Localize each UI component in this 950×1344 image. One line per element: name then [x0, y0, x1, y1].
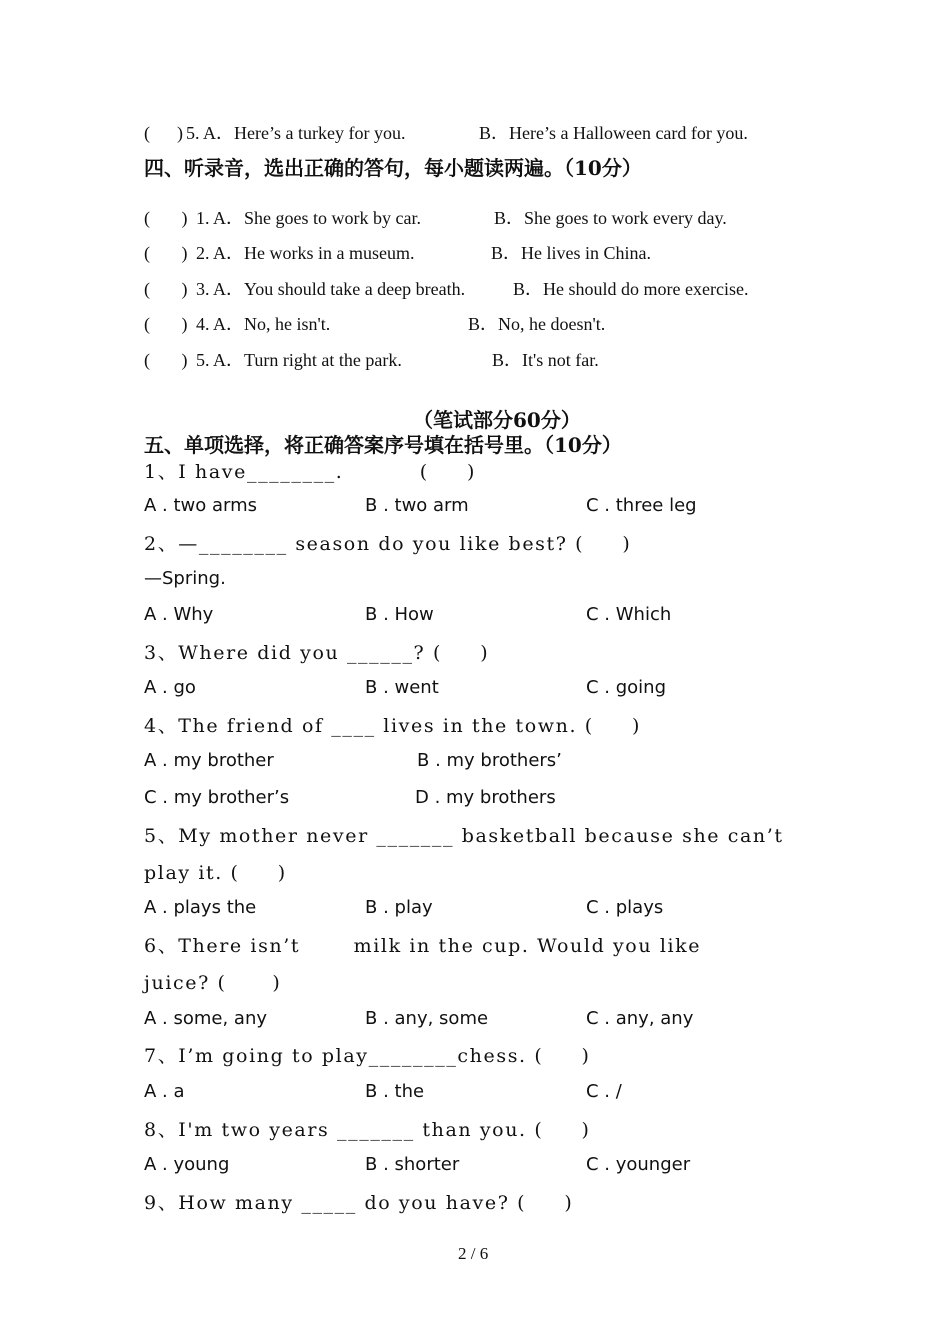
q3-option-b: B . went — [365, 677, 439, 698]
s4-q3-option-b: B．He should do more exercise. — [513, 279, 749, 299]
q7-stem: 7、I’m going to play________chess. ( ) — [144, 1045, 591, 1067]
q6-stem-cont: juice? ( ) — [144, 972, 282, 994]
q9-stem: 9、How many _____ do you have? ( ) — [144, 1192, 574, 1214]
q1-option-a: A . two arms — [144, 495, 258, 516]
q4-option-d: D . my brothers — [415, 787, 556, 808]
q7-option-a: A . a — [144, 1081, 185, 1102]
listen-q5-option-a: 5. A．Here’s a turkey for you. — [186, 123, 406, 143]
s4-q3-option-a: 3. A．You should take a deep breath. — [196, 279, 466, 299]
section4-title: 四、听录音，选出正确的答句，每小题读两遍。（10分） — [144, 156, 642, 180]
q1-stem: 1、I have________. ( ) — [144, 461, 477, 483]
q8-option-b: B . shorter — [365, 1154, 460, 1175]
s4-q1-option-a: 1. A．She goes to work by car. — [196, 208, 421, 228]
s4-q5-option-b: B．It's not far. — [492, 350, 599, 370]
q4-option-a: A . my brother — [144, 750, 274, 771]
q2-option-b: B . How — [365, 604, 434, 625]
s4-q5-option-a: 5. A．Turn right at the park. — [196, 350, 402, 370]
q7-option-c: C . / — [586, 1081, 622, 1102]
q8-stem: 8、I'm two years _______ than you. ( ) — [144, 1119, 591, 1141]
written-part-heading: （笔试部分60分） — [413, 408, 581, 432]
q1-option-c: C . three leg — [586, 495, 697, 516]
section5-title: 五、单项选择，将正确答案序号填在括号里。（10分） — [144, 433, 622, 457]
q5-option-a: A . plays the — [144, 897, 257, 918]
q7-option-b: B . the — [365, 1081, 425, 1102]
q5-option-c: C . plays — [586, 897, 664, 918]
listen-q5-option-b: B．Here’s a Halloween card for you. — [479, 123, 748, 143]
q6-stem: 6、There isn’t milk in the cup. Would you like — [144, 935, 702, 957]
q5-stem: 5、My mother never _______ basketball because she can’t — [144, 825, 784, 847]
s4-q2-paren: ( ) — [144, 243, 188, 263]
q5-stem-cont: play it. ( ) — [144, 862, 287, 884]
q6-option-a: A . some, any — [144, 1008, 268, 1029]
q4-option-c: C . my brother’s — [144, 787, 290, 808]
s4-q4-option-a: 4. A．No, he isn't. — [196, 314, 331, 334]
q2-option-a: A . Why — [144, 604, 214, 625]
q5-option-b: B . play — [365, 897, 433, 918]
q4-stem: 4、The friend of ____ lives in the town. ( ) — [144, 715, 642, 737]
s4-q4-option-b: B．No, he doesn't. — [468, 314, 606, 334]
q3-option-a: A . go — [144, 677, 196, 698]
s4-q2-option-a: 2. A．He works in a museum. — [196, 243, 415, 263]
q6-option-b: B . any, some — [365, 1008, 489, 1029]
s4-q3-paren: ( ) — [144, 279, 188, 299]
q8-option-c: C . younger — [586, 1154, 691, 1175]
s4-q5-paren: ( ) — [144, 350, 188, 370]
q2-option-c: C . Which — [586, 604, 672, 625]
q8-option-a: A . young — [144, 1154, 230, 1175]
q2-answer-line: —Spring. — [144, 568, 226, 589]
q6-option-c: C . any, any — [586, 1008, 694, 1029]
page-number: 2 / 6 — [458, 1244, 489, 1263]
s4-q1-paren: ( ) — [144, 208, 188, 228]
q3-stem: 3、Where did you ______? ( ) — [144, 642, 490, 664]
listen-q5-paren: ( ) — [144, 123, 183, 143]
q4-option-b: B . my brothers’ — [417, 750, 562, 771]
q1-option-b: B . two arm — [365, 495, 469, 516]
q2-stem: 2、—________ season do you like best? ( ) — [144, 533, 632, 555]
s4-q2-option-b: B．He lives in China. — [491, 243, 651, 263]
s4-q4-paren: ( ) — [144, 314, 188, 334]
s4-q1-option-b: B．She goes to work every day. — [494, 208, 727, 228]
q3-option-c: C . going — [586, 677, 667, 698]
